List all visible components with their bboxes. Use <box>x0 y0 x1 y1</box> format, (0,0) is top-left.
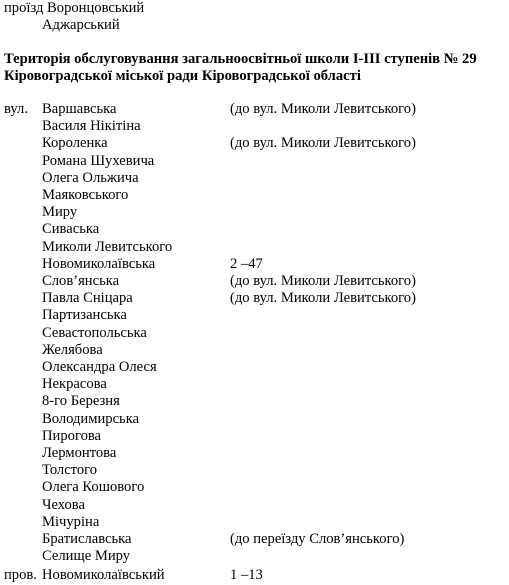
street-note: (до вул. Миколи Левитського) <box>230 101 416 117</box>
street-row <box>0 273 509 290</box>
street-row <box>0 170 509 187</box>
street-row <box>0 221 509 238</box>
street-row <box>0 462 509 479</box>
street-row <box>0 239 509 256</box>
street-row <box>0 548 509 565</box>
header-street-1: Воронцовський <box>47 0 145 16</box>
street-name: Слов’янська <box>42 273 120 289</box>
street-row <box>0 256 509 273</box>
street-row <box>0 135 509 152</box>
street-row <box>0 290 509 307</box>
street-row <box>0 497 509 514</box>
street-name: Некрасова <box>42 376 107 393</box>
street-name: Селище Миру <box>42 548 131 565</box>
street-name: Олега Ольжича <box>42 169 139 186</box>
street-row <box>0 531 509 548</box>
street-name: Пирогова <box>42 427 102 444</box>
street-name: Короленка <box>42 135 108 152</box>
street-name: 8-го Березня <box>42 393 120 410</box>
street-note: (до переїзду Слов’янського) <box>230 531 405 547</box>
street-name: Олександра Олеся <box>42 359 157 375</box>
street-row <box>0 307 509 324</box>
street-note: (до вул. Миколи Левитського) <box>230 273 416 289</box>
street-note: (до вул. Миколи Левитського) <box>230 290 416 307</box>
header-line-2 <box>42 17 120 34</box>
street-row <box>0 153 509 170</box>
street-prefix: вул. <box>4 101 28 117</box>
street-name: Мічуріна <box>42 513 100 530</box>
street-row <box>0 101 509 118</box>
lane-prefix: пров. <box>4 567 37 583</box>
street-row <box>0 118 509 135</box>
section-title-line-1: Територія обслуговування загальноосвітньої школи І-ІІІ ступенів № 29 <box>4 51 477 67</box>
street-name: Олега Кошового <box>42 479 145 496</box>
street-name: Новомиколаївська <box>42 255 156 272</box>
street-row <box>0 393 509 410</box>
lane-name: Новомиколаївський <box>42 567 165 583</box>
street-name: Братиславська <box>42 531 132 547</box>
street-name: Миру <box>42 204 78 221</box>
street-row <box>0 325 509 342</box>
header-line-1 <box>4 0 144 17</box>
street-note: (до вул. Миколи Левитського) <box>230 135 416 152</box>
street-name: Миколи Левитського <box>42 238 173 255</box>
street-row <box>0 204 509 221</box>
street-name: Желябова <box>42 341 103 358</box>
street-row <box>0 411 509 428</box>
street-row <box>0 445 509 462</box>
street-name: Чехова <box>42 496 85 513</box>
street-name: Романа Шухевича <box>42 152 155 169</box>
section-title-line-2: Кіровоградської міської ради Кіровоградської області <box>4 68 361 84</box>
street-name: Павла Сніцара <box>42 290 133 307</box>
street-name: Сиваська <box>42 221 100 238</box>
street-name: Лермонтова <box>42 445 117 461</box>
lane-row <box>0 567 509 584</box>
street-name: Варшавська <box>42 101 117 117</box>
street-note: 2 –47 <box>230 255 263 272</box>
street-name: Толстого <box>42 462 98 479</box>
street-row <box>0 359 509 376</box>
street-name: Севастопольська <box>42 324 147 341</box>
street-row <box>0 376 509 393</box>
street-name: Василя Нікітіна <box>42 118 141 135</box>
street-row <box>0 187 509 204</box>
street-row <box>0 428 509 445</box>
street-row <box>0 342 509 359</box>
street-name: Маяковського <box>42 187 129 203</box>
street-row <box>0 514 509 531</box>
street-row <box>0 479 509 496</box>
header-prefix: проїзд <box>4 0 44 16</box>
header-street-2: Аджарський <box>42 17 120 33</box>
lane-note: 1 –13 <box>230 567 263 583</box>
street-name: Партизанська <box>42 307 127 324</box>
street-name: Володимирська <box>42 410 140 427</box>
